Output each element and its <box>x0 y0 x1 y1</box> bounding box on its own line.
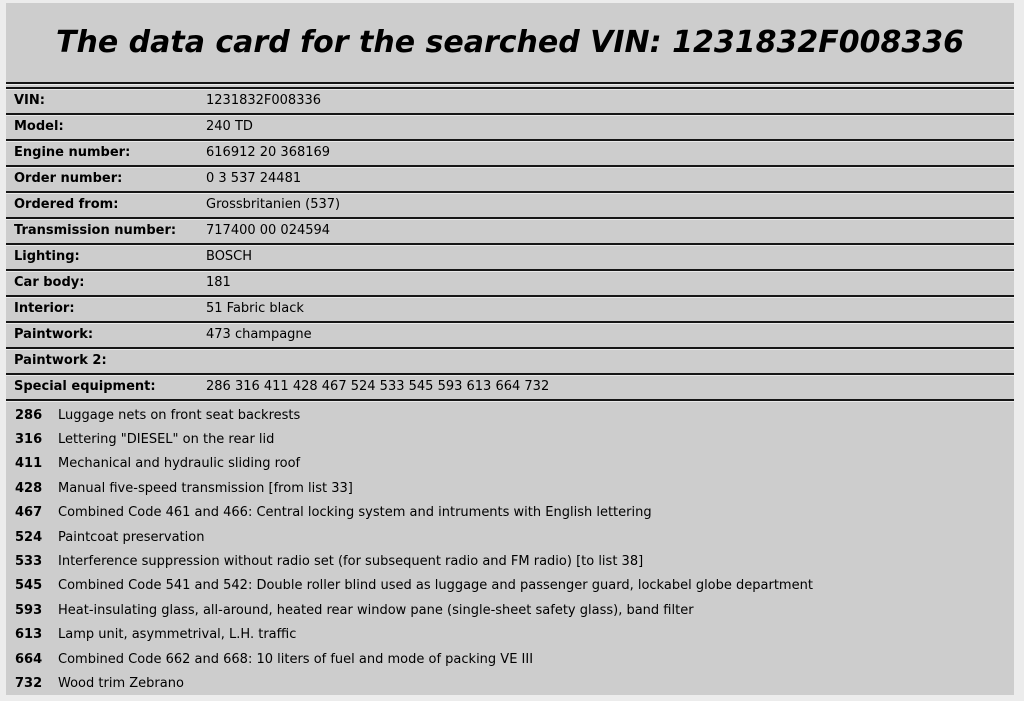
field-label: Transmission number: <box>14 223 177 238</box>
list-item <box>6 501 1014 525</box>
field-value: 1231832F008336 <box>206 93 322 108</box>
equipment-code: 732 <box>15 675 43 691</box>
table-row <box>6 113 1014 139</box>
equipment-code: 467 <box>15 505 43 521</box>
equipment-description: Interference suppression without radio set (for subsequent radio and FM radio) [to list 38] <box>58 554 644 570</box>
equipment-code: 613 <box>15 627 43 643</box>
equipment-code: 411 <box>15 456 43 472</box>
page-title: The data card for the searched VIN: 1231832F008336 <box>56 25 964 60</box>
field-value: Grossbritanien (537) <box>206 197 341 212</box>
list-item <box>6 476 1014 500</box>
equipment-description: Manual five-speed transmission [from list 33] <box>58 480 353 496</box>
equipment-description: Lettering "DIESEL" on the rear lid <box>58 432 275 448</box>
field-label: Lighting: <box>14 249 80 264</box>
equipment-code: 316 <box>15 432 43 448</box>
equipment-description: Combined Code 662 and 668: 10 liters of fuel and mode of packing VE III <box>58 651 534 667</box>
equipment-code: 545 <box>15 578 43 594</box>
field-label: Car body: <box>14 275 85 290</box>
list-item <box>6 671 1014 695</box>
table-row <box>6 217 1014 243</box>
field-label: VIN: <box>14 93 45 108</box>
table-row <box>6 269 1014 295</box>
table-row <box>6 139 1014 165</box>
list-item <box>6 623 1014 647</box>
table-row <box>6 347 1014 373</box>
equipment-code-list <box>6 401 1014 696</box>
field-value: 51 Fabric black <box>206 301 304 316</box>
equipment-code: 533 <box>15 554 43 570</box>
field-label: Model: <box>14 119 64 134</box>
field-value: 616912 20 368169 <box>206 145 331 160</box>
equipment-description: Paintcoat preservation <box>58 529 205 545</box>
equipment-code: 428 <box>15 480 43 496</box>
field-label: Paintwork 2: <box>14 353 107 368</box>
field-label: Engine number: <box>14 145 131 160</box>
field-value: BOSCH <box>206 249 253 264</box>
list-item <box>6 647 1014 671</box>
equipment-description: Lamp unit, asymmetrival, L.H. traffic <box>58 627 297 643</box>
equipment-code: 664 <box>15 651 43 667</box>
equipment-code: 593 <box>15 602 43 618</box>
field-value: 0 3 537 24481 <box>206 171 302 186</box>
field-value: 717400 00 024594 <box>206 223 331 238</box>
equipment-code: 524 <box>15 529 43 545</box>
equipment-description: Combined Code 541 and 542: Double roller blind used as luggage and passenger guard, lockabel globe department <box>58 578 813 594</box>
table-row <box>6 87 1014 113</box>
field-value: 286 316 411 428 467 524 533 545 593 613 664 732 <box>206 379 550 394</box>
equipment-description: Mechanical and hydraulic sliding roof <box>58 456 301 472</box>
field-label: Ordered from: <box>14 197 119 212</box>
list-item <box>6 525 1014 549</box>
data-card-table <box>6 87 1014 401</box>
field-label: Order number: <box>14 171 123 186</box>
list-item <box>6 598 1014 622</box>
table-row <box>6 373 1014 399</box>
equipment-description: Combined Code 461 and 466: Central locking system and intruments with English lettering <box>58 505 652 521</box>
list-item <box>6 427 1014 451</box>
table-row <box>6 243 1014 269</box>
data-card-page <box>6 3 1014 695</box>
list-item <box>6 403 1014 427</box>
table-row <box>6 295 1014 321</box>
equipment-description: Luggage nets on front seat backrests <box>58 407 301 423</box>
field-label: Interior: <box>14 301 75 316</box>
equipment-code: 286 <box>15 407 43 423</box>
list-item <box>6 574 1014 598</box>
field-value: 181 <box>206 275 231 290</box>
list-item <box>6 549 1014 573</box>
table-row <box>6 191 1014 217</box>
equipment-description: Wood trim Zebrano <box>58 675 184 691</box>
table-row <box>6 321 1014 347</box>
equipment-description: Heat-insulating glass, all-around, heated rear window pane (single-sheet safety glass), band filter <box>58 602 694 618</box>
field-value: 240 TD <box>206 119 253 134</box>
field-label: Paintwork: <box>14 327 94 342</box>
table-row <box>6 165 1014 191</box>
list-item <box>6 452 1014 476</box>
field-label: Special equipment: <box>14 379 156 394</box>
field-value: 473 champagne <box>206 327 312 342</box>
title-bar <box>6 3 1014 84</box>
